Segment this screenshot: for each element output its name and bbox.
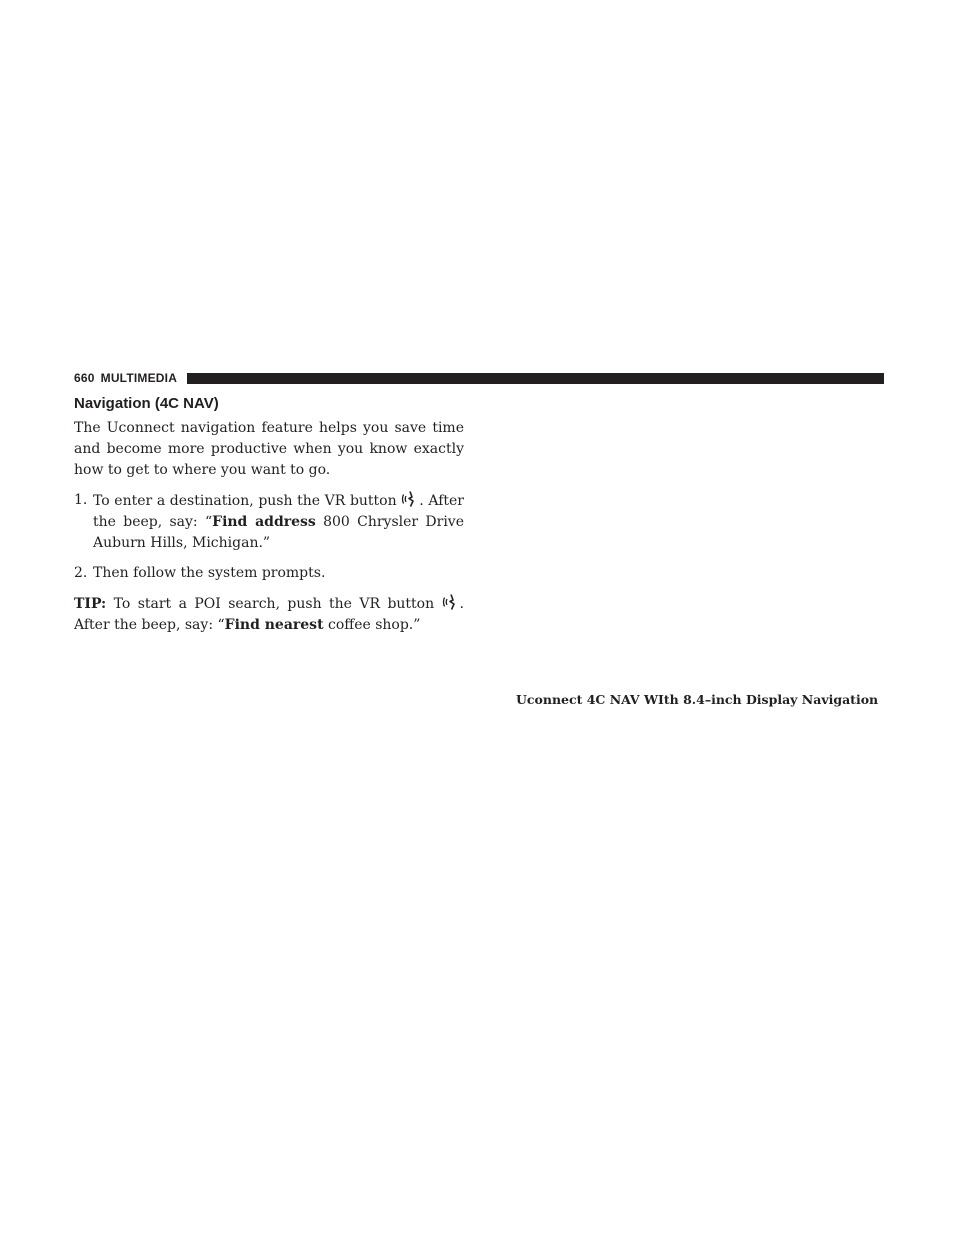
step-number: 1.	[74, 492, 88, 508]
command-find-nearest: Find nearest	[224, 617, 324, 633]
voice-recognition-icon	[442, 593, 460, 611]
header-rule	[187, 373, 884, 384]
command-find-address: Find address	[212, 514, 316, 530]
step-text	[93, 490, 464, 554]
intro-paragraph: The Uconnect navigation feature helps you save time and become more productive when you know exactly how to get to where you want to go.	[74, 420, 464, 478]
page-number: 660	[74, 371, 95, 385]
step-2	[74, 563, 464, 584]
step-number: 2.	[74, 565, 88, 581]
tip-text-start: To start a POI search, push the VR button	[106, 596, 435, 612]
step-text: Then follow the system prompts.	[93, 565, 326, 581]
step-text-middle: . After the beep, say: “	[93, 493, 464, 530]
step-text-start: To enter a destination, push the VR button	[93, 493, 397, 509]
tip-text-end: coffee shop.”	[323, 617, 421, 633]
voice-recognition-icon	[401, 490, 419, 508]
section-heading: Navigation (4C NAV)	[74, 395, 219, 412]
tip-label: TIP:	[74, 596, 107, 612]
text-column	[74, 418, 464, 645]
step-1	[74, 490, 464, 554]
section-name: MULTIMEDIA	[100, 371, 178, 385]
step-text-end: 800 Chrysler Drive Auburn Hills, Michigan.”	[93, 514, 464, 551]
page-header	[74, 370, 884, 386]
tip-text-middle: . After the beep, say: “	[74, 596, 464, 633]
figure-caption: Uconnect 4C NAV WIth 8.4–inch Display Navigation	[516, 692, 879, 707]
tip-paragraph	[74, 593, 464, 636]
